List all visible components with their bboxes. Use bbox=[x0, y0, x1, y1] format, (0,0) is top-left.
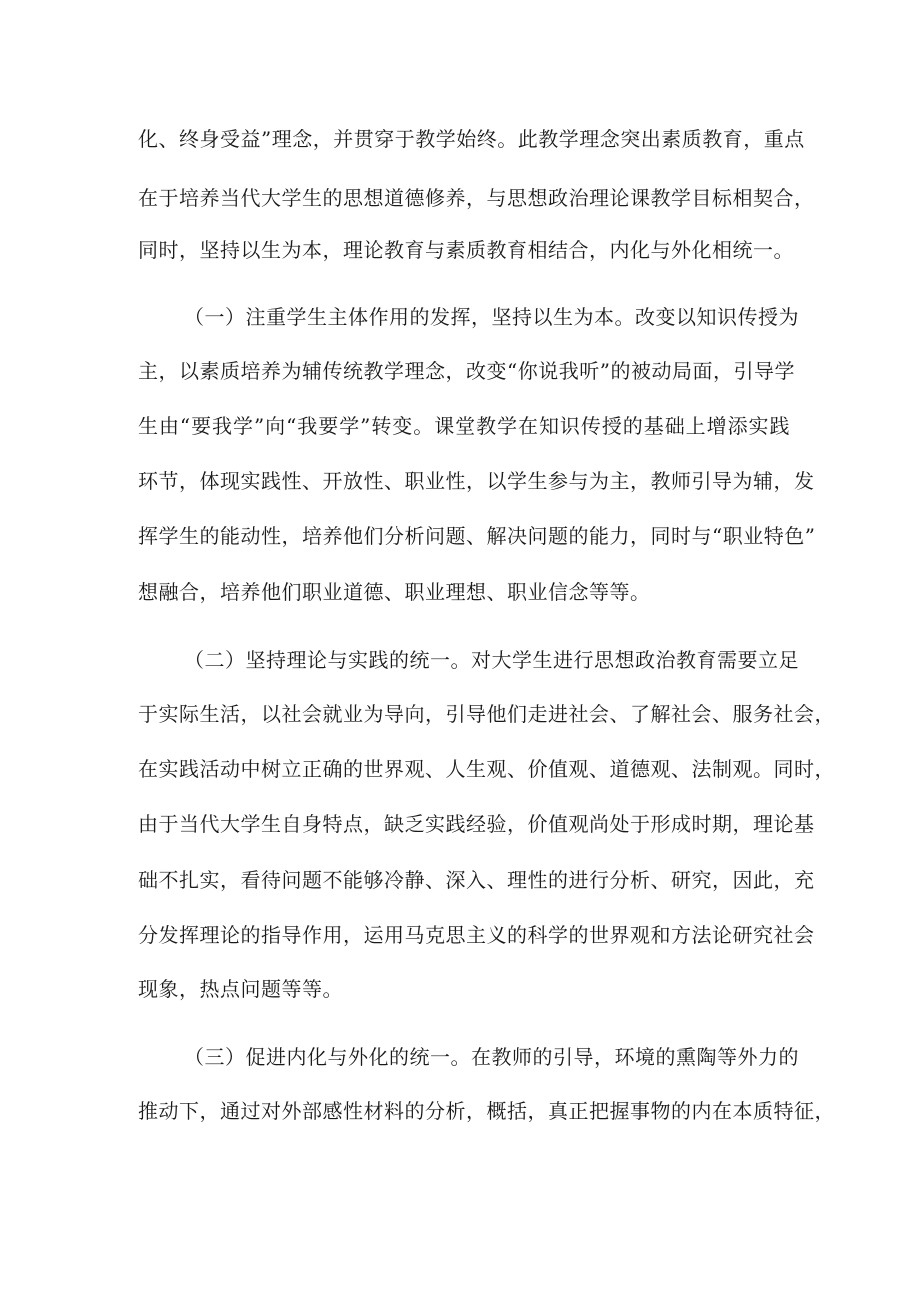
paragraph-line: 在实践活动中树立正确的世界观、人生观、价值观、道德观、法制观。同时， bbox=[138, 757, 835, 781]
paragraph-line: 主，以素质培养为辅传统教学理念，改变“你说我听”的被动局面，引导学 bbox=[138, 359, 795, 383]
paragraph-line: 现象，热点问题等等。 bbox=[138, 977, 343, 1001]
paragraph-line: 由于当代大学生自身特点，缺乏实践经验，价值观尚处于形成时期，理论基 bbox=[138, 812, 815, 836]
paragraph-line: （三）促进内化与外化的统一。在教师的引导，环境的熏陶等外力的 bbox=[184, 1045, 799, 1069]
paragraph-line: （二）坚持理论与实践的统一。对大学生进行思想政治教育需要立足 bbox=[184, 648, 799, 672]
paragraph-line: 生由“要我学”向“我要学”转变。课堂教学在知识传授的基础上增添实践 bbox=[138, 414, 790, 438]
paragraph-line: 在于培养当代大学生的思想道德修养，与思想政治理论课教学目标相契合， bbox=[138, 186, 815, 210]
paragraph-line: 分发挥理论的指导作用，运用马克思主义的科学的世界观和方法论研究社会 bbox=[138, 923, 815, 947]
paragraph-line: 同时，坚持以生为本，理论教育与素质教育相结合，内化与外化相统一。 bbox=[138, 238, 794, 262]
paragraph-line: （一）注重学生主体作用的发挥，坚持以生为本。改变以知识传授为 bbox=[184, 305, 799, 329]
paragraph-line: 想融合，培养他们职业道德、职业理想、职业信念等等。 bbox=[138, 580, 651, 604]
paragraph-line: 环节，体现实践性、开放性、职业性，以学生参与为主，教师引导为辅，发 bbox=[138, 469, 815, 493]
paragraph-line: 挥学生的能动性，培养他们分析问题、解决问题的能力，同时与“职业特色” bbox=[138, 524, 816, 548]
paragraph-line: 础不扎实，看待问题不能够冷静、深入、理性的进行分析、研究，因此，充 bbox=[138, 868, 815, 892]
paragraph-line: 推动下，通过对外部感性材料的分析，概括，真正把握事物的内在本质特征， bbox=[138, 1099, 835, 1123]
paragraph-line: 化、终身受益”理念，并贯穿于教学始终。此教学理念突出素质教育，重点 bbox=[138, 127, 805, 151]
paragraph-line: 于实际生活，以社会就业为导向，引导他们走进社会、了解社会、服务社会， bbox=[138, 702, 835, 726]
